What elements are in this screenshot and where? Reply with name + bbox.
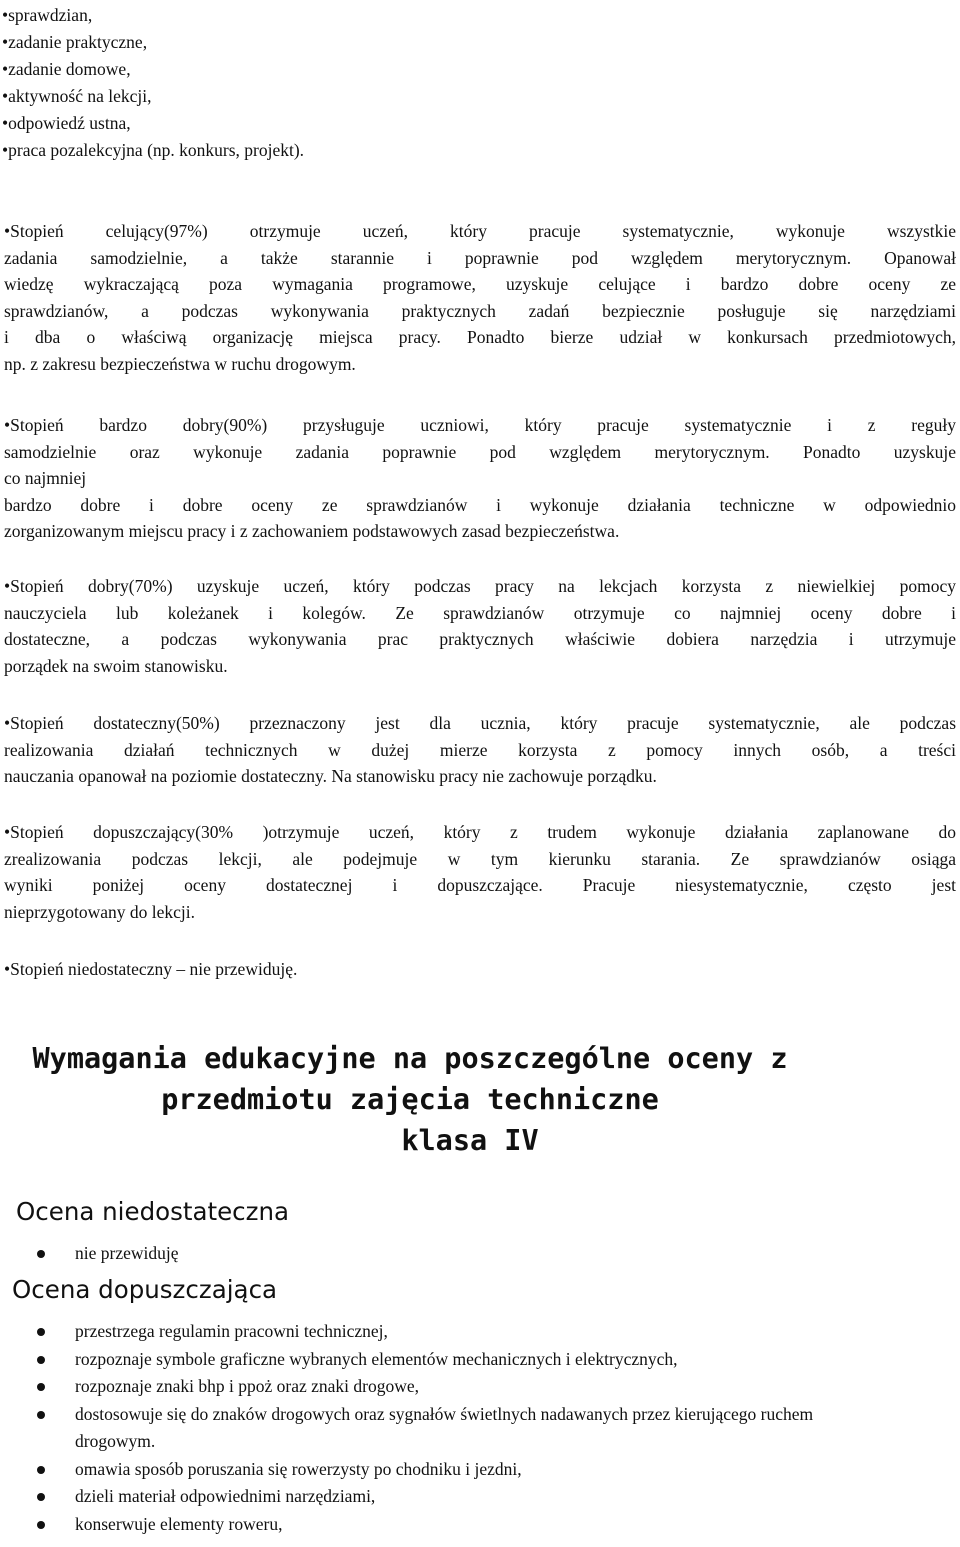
bullet-icon <box>37 1521 45 1529</box>
bullet-icon <box>37 1328 45 1336</box>
grade-dobry-paragraph <box>4 573 956 679</box>
assessment-forms-list <box>2 2 952 164</box>
section-heading-dopuszczajaca: Ocena dopuszczająca <box>12 1275 278 1304</box>
text-line: •Stopień dostateczny(50%) przeznaczony jest dla ucznia, który pracuje systematycznie, ale podczas <box>4 713 956 733</box>
text-line: nauczyciela lub koleżanek i kolegów. Ze sprawdzianów otrzymuje co najmniej oceny dobre i <box>4 602 956 623</box>
text-line: •Stopień dobry(70%) uzyskuje uczeń, który podczas pracy na lekcjach korzysta z niewielkiej pomocy <box>4 576 956 596</box>
list-item-text: rozpoznaje symbole graficzne wybranych elementów mechanicznych i elektrycznych, <box>75 1348 678 1369</box>
list-item: •sprawdzian, <box>2 5 93 25</box>
grade-niedostateczny-paragraph <box>4 956 956 983</box>
bullet-icon <box>37 1383 45 1391</box>
dopuszczajaca-requirements-list <box>0 1318 960 1538</box>
grade-celujacy-paragraph <box>4 218 956 377</box>
text-line: realizowania działań technicznych w dużej mierze korzysta z pomocy innych osób, a treści <box>4 739 956 760</box>
text-line: wyniki poniżej oceny dostatecznej i dopuszczające. Pracuje niesystematycznie, często jest <box>4 875 956 895</box>
list-item: •praca pozalekcyjna (np. konkurs, projekt). <box>2 140 305 160</box>
list-item <box>0 1318 960 1346</box>
text-line: dostateczne, a podczas wykonywania prac praktycznych właściwie dobiera narzędzia i utrzymuje <box>4 629 956 649</box>
text-line: zorganizowanym miejscu pracy i z zachowaniem podstawowych zasad bezpieczeństwa. <box>4 521 620 541</box>
title-line: klasa IV <box>401 1124 539 1157</box>
text-line: sprawdzianów, a podczas wykonywania praktycznych zadań bezpiecznie posługuje się narzędziami <box>4 300 956 321</box>
text-line: nauczania opanował na poziomie dostateczny. Na stanowisku pracy nie zachowuje porządku. <box>4 766 657 786</box>
title-line: Wymagania edukacyjne na poszczególne oceny z <box>32 1042 788 1075</box>
list-item-text: nie przewiduję <box>75 1243 179 1263</box>
list-item: •zadanie praktyczne, <box>2 32 148 52</box>
bullet-icon <box>37 1493 45 1501</box>
list-item: •aktywność na lekcji, <box>2 86 152 106</box>
list-item-text: przestrzega regulamin pracowni technicznej, <box>75 1321 388 1341</box>
list-item <box>0 1456 960 1484</box>
list-item <box>0 1373 960 1401</box>
grade-bardzo-dobry-paragraph <box>4 412 956 545</box>
bullet-icon <box>37 1356 45 1364</box>
page-title <box>0 1038 820 1161</box>
text-line: nieprzygotowany do lekcji. <box>4 901 195 922</box>
list-item-text: rozpoznaje znaki bhp i ppoż oraz znaki drogowe, <box>75 1376 420 1396</box>
text-line: wiedzę wykraczającą poza wymagania programowe, uzyskuje celujące i bardzo dobre oceny ze <box>4 274 956 294</box>
bullet-icon <box>37 1411 45 1419</box>
text-line: co najmniej <box>4 468 87 488</box>
list-item-text: omawia sposób poruszania się rowerzysty po chodniku i jezdni, <box>75 1458 522 1479</box>
text-line: •Stopień dopuszczający(30% )otrzymuje uczeń, który z trudem wykonuje działania zaplanowane do <box>4 822 956 842</box>
niedostateczna-requirements-list <box>0 1240 960 1268</box>
list-item <box>0 1401 960 1456</box>
section-heading-niedostateczna: Ocena niedostateczna <box>16 1197 290 1226</box>
list-item-text: konserwuje elementy roweru, <box>75 1513 283 1534</box>
text-line: porządek na swoim stanowisku. <box>4 655 228 676</box>
text-line: zadania samodzielnie, a także starannie i poprawnie pod względem merytorycznym. Opanował <box>4 247 956 268</box>
text-line: zrealizowania podczas lekcji, ale podejmuje w tym kierunku starania. Ze sprawdzianów osiąga <box>4 848 956 869</box>
list-item <box>0 1240 960 1268</box>
text-line: •Stopień niedostateczny – nie przewiduję. <box>4 959 298 979</box>
grade-dopuszczajacy-paragraph <box>4 819 956 925</box>
list-item <box>0 1483 960 1511</box>
list-item: •zadanie domowe, <box>2 59 131 79</box>
text-line: •Stopień bardzo dobry(90%) przysługuje uczniowi, który pracuje systematycznie i z reguły <box>4 415 956 435</box>
list-item-text: dostosowuje się do znaków drogowych oraz sygnałów świetlnych nadawanych przez kierującego ruchem drogowym. <box>75 1403 814 1451</box>
list-item-text: dzieli materiał odpowiednimi narzędziami, <box>75 1486 376 1506</box>
text-line: bardzo dobre i dobre oceny ze sprawdzianów i wykonuje działania techniczne w odpowiednio <box>4 494 956 515</box>
title-line: przedmiotu zajęcia techniczne <box>161 1083 659 1116</box>
list-item <box>0 1511 960 1539</box>
bullet-icon <box>37 1250 45 1258</box>
text-line: np. z zakresu bezpieczeństwa w ruchu drogowym. <box>4 353 356 374</box>
text-line: i dba o właściwą organizację miejsca pracy. Ponadto bierze udział w konkursach przedmiotowych, <box>4 327 956 347</box>
list-item <box>0 1346 960 1374</box>
grade-dostateczny-paragraph <box>4 710 956 790</box>
list-item: •odpowiedź ustna, <box>2 113 131 133</box>
bullet-icon <box>37 1466 45 1474</box>
text-line: •Stopień celujący(97%) otrzymuje uczeń, który pracuje systematycznie, wykonuje wszystkie <box>4 221 956 241</box>
text-line: samodzielnie oraz wykonuje zadania poprawnie pod względem merytorycznym. Ponadto uzyskuje <box>4 441 956 462</box>
